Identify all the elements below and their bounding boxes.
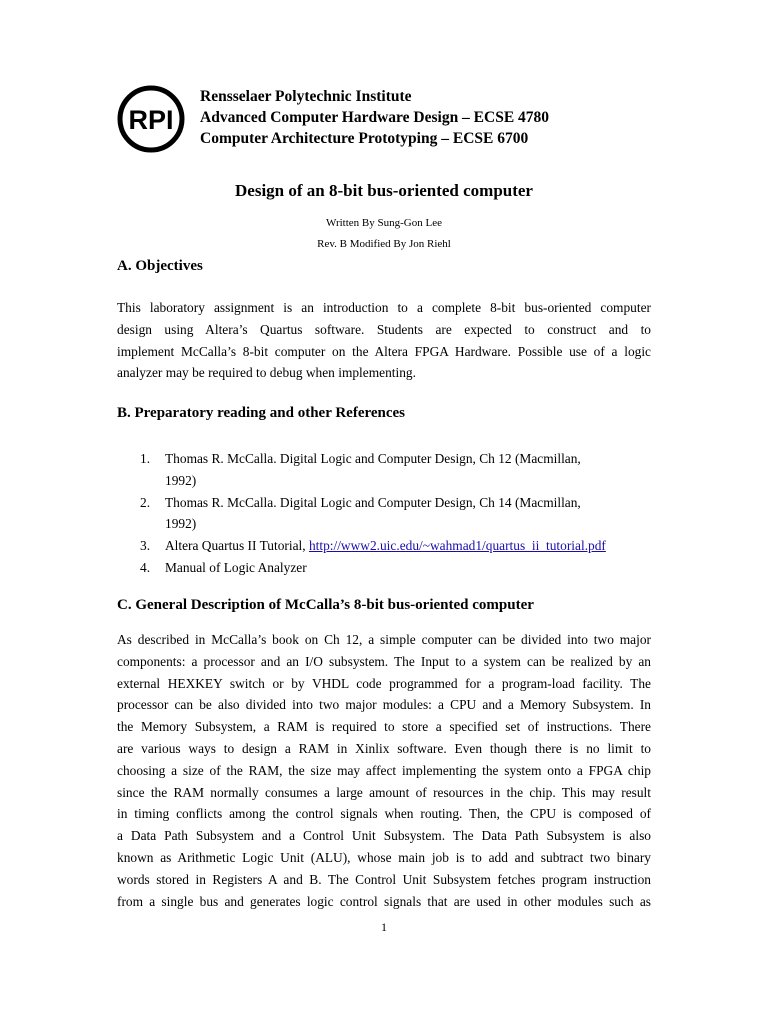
reference-item [140,492,660,536]
paragraph-line: in timing conflicts among the control signals when routing. Then, the CPU is composed of [117,806,651,822]
section-c-paragraph [117,629,651,912]
revision-line: Rev. B Modified By Jon Riehl [317,238,451,250]
reference-text: Thomas R. McCalla. Digital Logic and Computer Design, Ch 12 (Macmillan, [165,451,581,466]
reference-text: Thomas R. McCalla. Digital Logic and Computer Design, Ch 14 (Macmillan, [165,494,581,510]
section-a-paragraph [117,297,651,384]
reference-item [140,535,660,557]
paragraph-line: a Data Path Subsystem and a Control Unit Subsystem. The Data Path Subsystem is also [117,828,651,844]
reference-text: Manual of Logic Analyzer [165,559,307,575]
course-title-2: Computer Architecture Prototyping – ECSE 6700 [200,130,529,147]
tutorial-link[interactable]: http://www2.uic.edu/~wahmad1/quartus_ii_tutorial.pdf [308,538,606,554]
paragraph-line: choosing a size of the RAM, the size may affect implementing the system onto a FPGA chip [117,762,651,778]
reference-text: Altera Quartus II Tutorial, [165,538,309,554]
paragraph-line: analyzer may be required to debug when implementing. [117,365,416,381]
paragraph-line: components: a processor and an I/O subsystem. The Input to a system can be realized by an [117,653,651,669]
paragraph-line: words stored in Registers A and B. The Control Unit Subsystem fetches program instruction [117,871,651,887]
reference-text-cont: 1992) [165,516,197,532]
paragraph-line: the Memory Subsystem, a RAM is required to store a specified set of instructions. There [117,719,651,735]
reference-number: 4. [140,559,151,575]
section-b-heading: B. Preparatory reading and other References [117,405,406,421]
rpi-logo [117,85,185,153]
paragraph-line: from a single bus and generates logic control signals that are used in other modules such as [117,893,651,909]
paragraph-line: processor can be also divided into two major modules: a CPU and a Memory Subsystem. In [117,697,651,713]
paragraph-line: are various ways to design a RAM in Xinlix software. Even though there is no limit to [117,740,651,756]
paragraph-line: design using Altera’s Quartus software. Students are expected to construct and to [117,321,651,337]
course-title-1: Advanced Computer Hardware Design – ECSE 4780 [200,109,550,126]
reference-number: 2. [140,494,151,510]
paragraph-line: This laboratory assignment is an introduction to a complete 8-bit bus-oriented computer [117,300,651,315]
institution-name: Rensselaer Polytechnic Institute [200,88,412,105]
paragraph-line: since the RAM normally consumes a large amount of resources in the chip. This may result [117,784,651,800]
reference-number: 3. [140,538,151,554]
section-a-heading: A. Objectives [117,258,203,274]
logo-text: RPI [128,105,174,135]
paragraph-line: external HEXKEY switch or by VHDL code programmed for a program-load facility. The [117,675,651,691]
paragraph-line: known as Arithmetic Logic Unit (ALU), whose main job is to add and subtract two binary [117,849,651,865]
reference-number: 1. [140,451,151,466]
author-line: Written By Sung-Gon Lee [326,217,442,229]
reference-item [140,557,660,579]
paragraph-line: implement McCalla’s 8-bit computer on the Altera FPGA Hardware. Possible use of a logic [117,343,651,359]
paragraph-line: As described in McCalla’s book on Ch 12, a simple computer can be divided into two major [117,632,651,647]
page-number: 1 [381,920,387,934]
reference-list [140,448,660,579]
reference-item [140,448,660,492]
document-title: Design of an 8-bit bus-oriented computer [235,181,533,200]
header-block [200,86,549,149]
section-c-heading: C. General Description of McCalla’s 8-bit bus-oriented computer [117,597,534,613]
reference-text-cont: 1992) [165,472,197,488]
